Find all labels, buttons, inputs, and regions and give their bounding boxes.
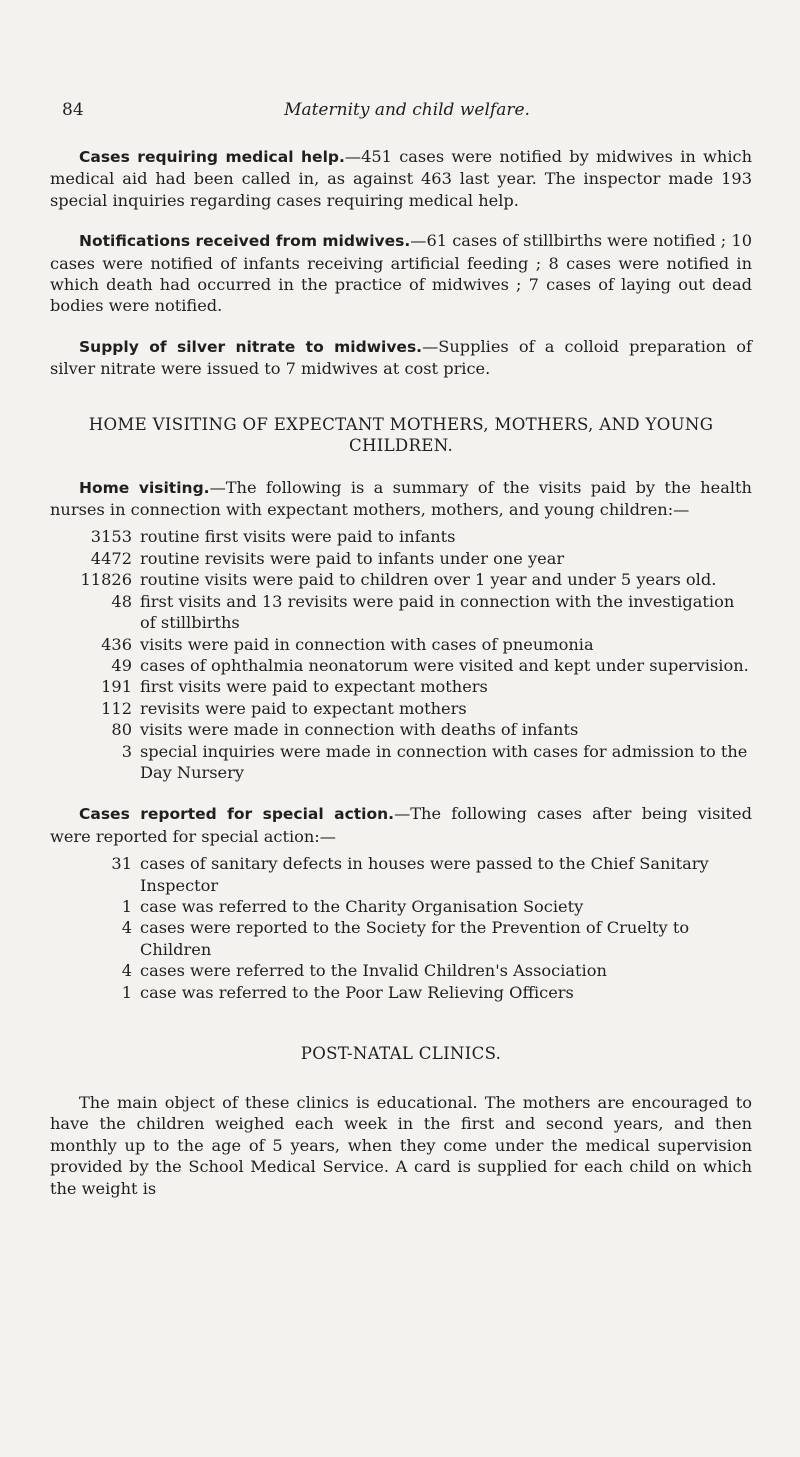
page-header [62, 100, 752, 126]
page-content [50, 146, 752, 1199]
list-item [50, 698, 752, 719]
list-item-number: 3153 [90, 527, 132, 547]
list-item-number: 4 [121, 961, 132, 981]
list-item-text: first visits were paid to expectant mothers [140, 677, 488, 697]
list-item-number: 49 [111, 655, 132, 675]
lead-notifications: Notifications received from midwives. [79, 232, 411, 251]
list-item [50, 634, 752, 655]
list-item-text: case was referred to the Charity Organisation Society [140, 896, 584, 916]
list-item-number: 31 [111, 854, 132, 874]
list-item-number: 48 [111, 591, 132, 611]
list-item [50, 676, 752, 697]
text-home-visiting-intro: —The following is a summary of the visits paid by the health nurses in connection with expectant mothers, mothers, and young children:— [50, 477, 752, 520]
list-item [50, 960, 752, 981]
lead-silver-nitrate: Supply of silver nitrate to midwives. [79, 337, 423, 356]
list-item [50, 853, 752, 896]
list-item-text: revisits were paid to expectant mothers [140, 698, 467, 718]
list-item-number: 3 [121, 741, 132, 761]
list-item-text: cases were referred to the Invalid Children's Association [140, 961, 607, 981]
list-item-text: routine first visits were paid to infants [140, 527, 456, 547]
list-item-text: first visits and 13 revisits were paid in connection with the investigation of stillbirths [140, 591, 735, 633]
text-special-action-intro: —The following cases after being visited were reported for special action:— [50, 804, 752, 846]
list-item-number: 4 [121, 918, 132, 938]
lead-home-visiting: Home visiting. [79, 478, 210, 497]
list-item-number: 112 [101, 698, 132, 718]
paragraph-medical-help [50, 146, 752, 211]
text-medical-help: —451 cases were notified by midwives in which medical aid had been called in, as against 463 last year. The inspector made 193 special inquiries regarding cases requiring medical help. [50, 147, 752, 210]
list-item [50, 741, 752, 784]
list-item [50, 526, 752, 547]
list-item-text: case was referred to the Poor Law Relieving Officers [140, 982, 574, 1002]
list-item-number: 4472 [90, 548, 132, 568]
list-item [50, 719, 752, 740]
text-silver-nitrate: —Supplies of a colloid preparation of silver nitrate were issued to 7 midwives at cost price. [50, 336, 752, 379]
lead-medical-help: Cases requiring medical help. [79, 148, 345, 166]
list-item-text: routine revisits were paid to infants under one year [140, 548, 565, 568]
list-item-number: 1 [121, 896, 132, 916]
section-heading-home-visiting: HOME VISITING OF EXPECTANT MOTHERS, MOTHERS, AND YOUNG CHILDREN. [88, 414, 714, 455]
paragraph-silver-nitrate [50, 336, 752, 380]
list-item-text: visits were made in connection with deaths of infants [140, 720, 579, 740]
list-item-number: 1 [121, 982, 132, 1002]
list-item-text: routine visits were paid to children over 1 year and under 5 years old. [140, 570, 717, 590]
paragraph-special-action [50, 803, 752, 847]
list-item-number: 80 [111, 720, 132, 740]
list-item [50, 548, 752, 569]
home-visiting-list [50, 526, 752, 783]
list-item [50, 896, 752, 917]
list-item [50, 917, 752, 960]
text-notifications: —61 cases of stillbirths were notified ; 10 cases were notified of infants receiving artificial feeding ; 8 cases were notified in which death had occurred in the practice of midwives ; 7 cases of laying out dead bodies were notified. [50, 231, 753, 316]
paragraph-notifications [50, 230, 752, 317]
list-item-number: 11826 [80, 570, 132, 590]
list-item-text: cases of sanitary defects in houses were passed to the Chief Sanitary Inspector [140, 854, 709, 895]
running-title: Maternity and child welfare. [284, 100, 530, 120]
list-item [50, 569, 752, 590]
paragraph-post-natal: The main object of these clinics is educational. The mothers are encouraged to have the children weighed each week in the first and second years, and then monthly up to the age of 5 years, when they come under the medical supervision provided by the School Medical Service. A card is supplied for each child on which the weight is [50, 1093, 752, 1198]
page-number: 84 [62, 100, 84, 120]
paragraph-home-visiting [50, 477, 752, 521]
list-item-text: cases were reported to the Society for the Prevention of Cruelty to Children [140, 918, 690, 959]
list-item-text: cases of ophthalmia neonatorum were visited and kept under supervision. [140, 655, 749, 675]
list-item [50, 655, 752, 676]
list-item [50, 982, 752, 1003]
lead-special-action: Cases reported for special action. [79, 805, 395, 824]
list-item-number: 436 [101, 634, 132, 654]
special-action-list [50, 853, 752, 1003]
list-item-text: special inquiries were made in connection with cases for admission to the Day Nursery [140, 741, 748, 782]
list-item [50, 591, 752, 634]
list-item-text: visits were paid in connection with cases of pneumonia [140, 634, 594, 654]
list-item-number: 191 [101, 677, 132, 697]
section-heading-post-natal: POST-NATAL CLINICS. [300, 1044, 502, 1063]
